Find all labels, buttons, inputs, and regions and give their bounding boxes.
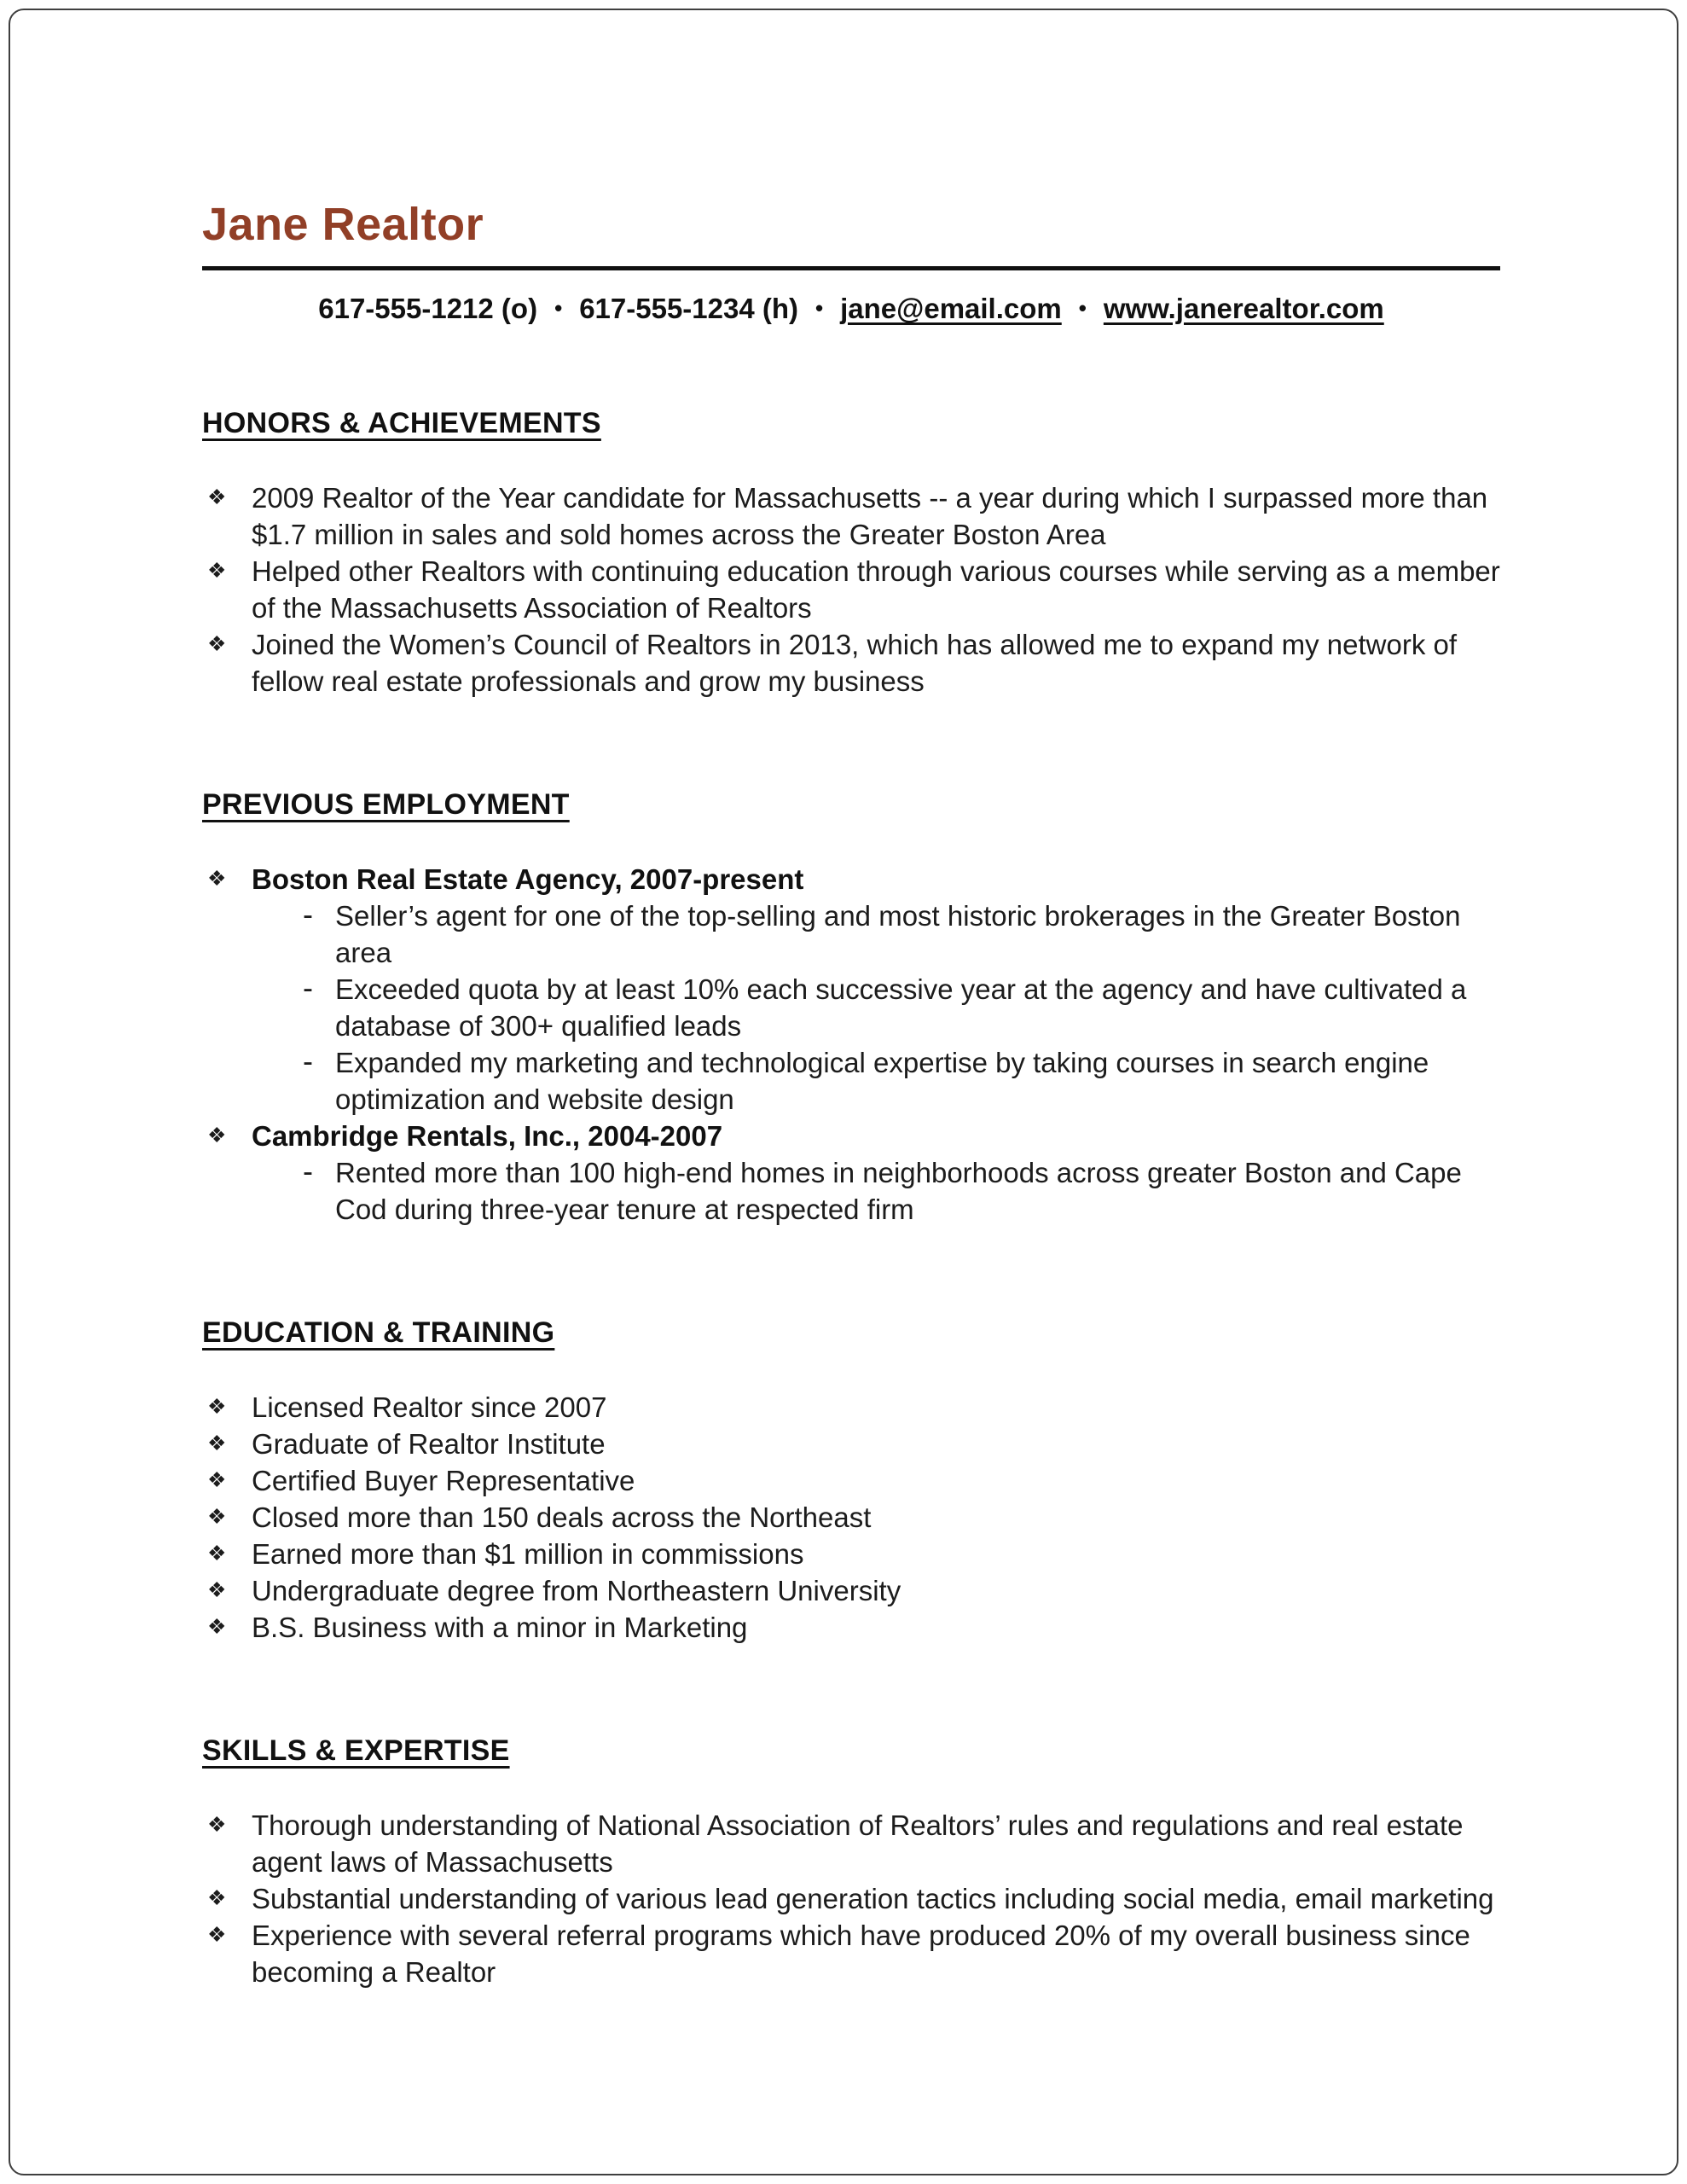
diamond-bullet-icon: ❖ — [207, 1886, 227, 1910]
sub-bullet-text: Expanded my marketing and technological expertise by taking courses in search engine optimization and website design — [335, 1047, 1429, 1115]
phone-office: 617-555-1212 (o) — [318, 293, 538, 324]
bullet-item — [202, 479, 1500, 553]
sub-bullet-item — [202, 971, 1500, 1044]
phone-home: 617-555-1234 (h) — [579, 293, 799, 324]
diamond-bullet-icon: ❖ — [207, 1578, 227, 1602]
sub-bullet-item — [202, 1154, 1500, 1228]
section-items — [202, 861, 1500, 1228]
contact-separator: • — [1078, 295, 1087, 321]
bullet-text: Experience with several referral programs which have produced 20% of my overall business since becoming a Realtor — [252, 1920, 1470, 1988]
bullet-text: Graduate of Realtor Institute — [252, 1428, 606, 1460]
bullet-item — [202, 1499, 1500, 1536]
diamond-bullet-icon: ❖ — [207, 1432, 227, 1455]
diamond-bullet-icon: ❖ — [207, 867, 227, 891]
diamond-bullet-icon: ❖ — [207, 1615, 227, 1639]
contact-separator: • — [815, 295, 824, 321]
bullet-text: Helped other Realtors with continuing education through various courses while serving as a member of the Massachusetts Association of Realtors — [252, 555, 1500, 624]
section-skills-expertise — [202, 1734, 1500, 1990]
bullet-item — [202, 1389, 1500, 1426]
bullet-text: Earned more than $1 million in commissions — [252, 1538, 804, 1570]
section-items — [202, 1807, 1500, 1990]
bullet-text: Closed more than 150 deals across the Northeast — [252, 1502, 872, 1533]
bullet-item — [202, 1118, 1500, 1154]
bullet-item — [202, 1917, 1500, 1990]
bullet-text: 2009 Realtor of the Year candidate for Massachusetts -- a year during which I surpassed more than $1.7 million in sales and sold homes across the Greater Boston Area — [252, 482, 1488, 550]
sub-bullet-item — [202, 1044, 1500, 1118]
header-rule — [202, 266, 1500, 270]
section-title: PREVIOUS EMPLOYMENT — [202, 788, 570, 821]
section-previous-employment — [202, 788, 1500, 1228]
bullet-text: Boston Real Estate Agency, 2007-present — [252, 863, 804, 895]
diamond-bullet-icon: ❖ — [207, 1124, 227, 1147]
bullet-item — [202, 1880, 1500, 1917]
dash-icon: - — [303, 897, 313, 932]
bullet-item — [202, 626, 1500, 700]
section-title: SKILLS & EXPERTISE — [202, 1734, 510, 1767]
section-education-training — [202, 1316, 1500, 1646]
email-link[interactable]: jane@email.com — [840, 293, 1062, 324]
bullet-item — [202, 553, 1500, 626]
bullet-text: Undergraduate degree from Northeastern University — [252, 1575, 901, 1606]
section-honors — [202, 407, 1500, 700]
bullet-item — [202, 1536, 1500, 1572]
diamond-bullet-icon: ❖ — [207, 1923, 227, 1947]
person-name: Jane Realtor — [202, 199, 484, 250]
bullet-text: Thorough understanding of National Association of Realtors’ rules and regulations and real estate agent laws of Massachusetts — [252, 1809, 1464, 1878]
bullet-item — [202, 1426, 1500, 1462]
dash-icon: - — [303, 970, 313, 1005]
contact-separator: • — [554, 295, 563, 321]
section-items — [202, 1389, 1500, 1646]
sub-bullet-text: Seller’s agent for one of the top-selling and most historic brokerages in the Greater Boston area — [335, 900, 1461, 968]
bullet-text: Joined the Women’s Council of Realtors in 2013, which has allowed me to expand my network of fellow real estate professionals and grow my business — [252, 629, 1458, 697]
sub-bullet-item — [202, 897, 1500, 971]
diamond-bullet-icon: ❖ — [207, 1395, 227, 1419]
bullet-text: Licensed Realtor since 2007 — [252, 1391, 607, 1423]
bullet-text: Certified Buyer Representative — [252, 1465, 635, 1496]
diamond-bullet-icon: ❖ — [207, 1505, 227, 1529]
contact-line — [202, 293, 1500, 325]
bullet-text: Cambridge Rentals, Inc., 2004-2007 — [252, 1120, 723, 1152]
bullet-text: B.S. Business with a minor in Marketing — [252, 1612, 748, 1643]
bullet-item — [202, 861, 1500, 897]
diamond-bullet-icon: ❖ — [207, 632, 227, 656]
bullet-item — [202, 1572, 1500, 1609]
dash-icon: - — [303, 1153, 313, 1188]
diamond-bullet-icon: ❖ — [207, 1813, 227, 1837]
bullet-item — [202, 1609, 1500, 1646]
bullet-item — [202, 1462, 1500, 1499]
diamond-bullet-icon: ❖ — [207, 1542, 227, 1565]
section-items — [202, 479, 1500, 700]
sub-bullet-text: Rented more than 100 high-end homes in neighborhoods across greater Boston and Cape Cod during three-year tenure at respected firm — [335, 1157, 1462, 1225]
bullet-item — [202, 1807, 1500, 1880]
diamond-bullet-icon: ❖ — [207, 559, 227, 583]
diamond-bullet-icon: ❖ — [207, 485, 227, 509]
sub-bullet-text: Exceeded quota by at least 10% each successive year at the agency and have cultivated a database of 300+ qualified leads — [335, 973, 1467, 1042]
sections — [202, 407, 1500, 1990]
section-title: EDUCATION & TRAINING — [202, 1316, 555, 1349]
section-title: HONORS & ACHIEVEMENTS — [202, 407, 601, 439]
dash-icon: - — [303, 1043, 313, 1078]
website-link[interactable]: www.janerealtor.com — [1103, 293, 1384, 324]
resume-document — [202, 198, 1500, 1990]
diamond-bullet-icon: ❖ — [207, 1468, 227, 1492]
bullet-text: Substantial understanding of various lead generation tactics including social media, email marketing — [252, 1883, 1494, 1914]
